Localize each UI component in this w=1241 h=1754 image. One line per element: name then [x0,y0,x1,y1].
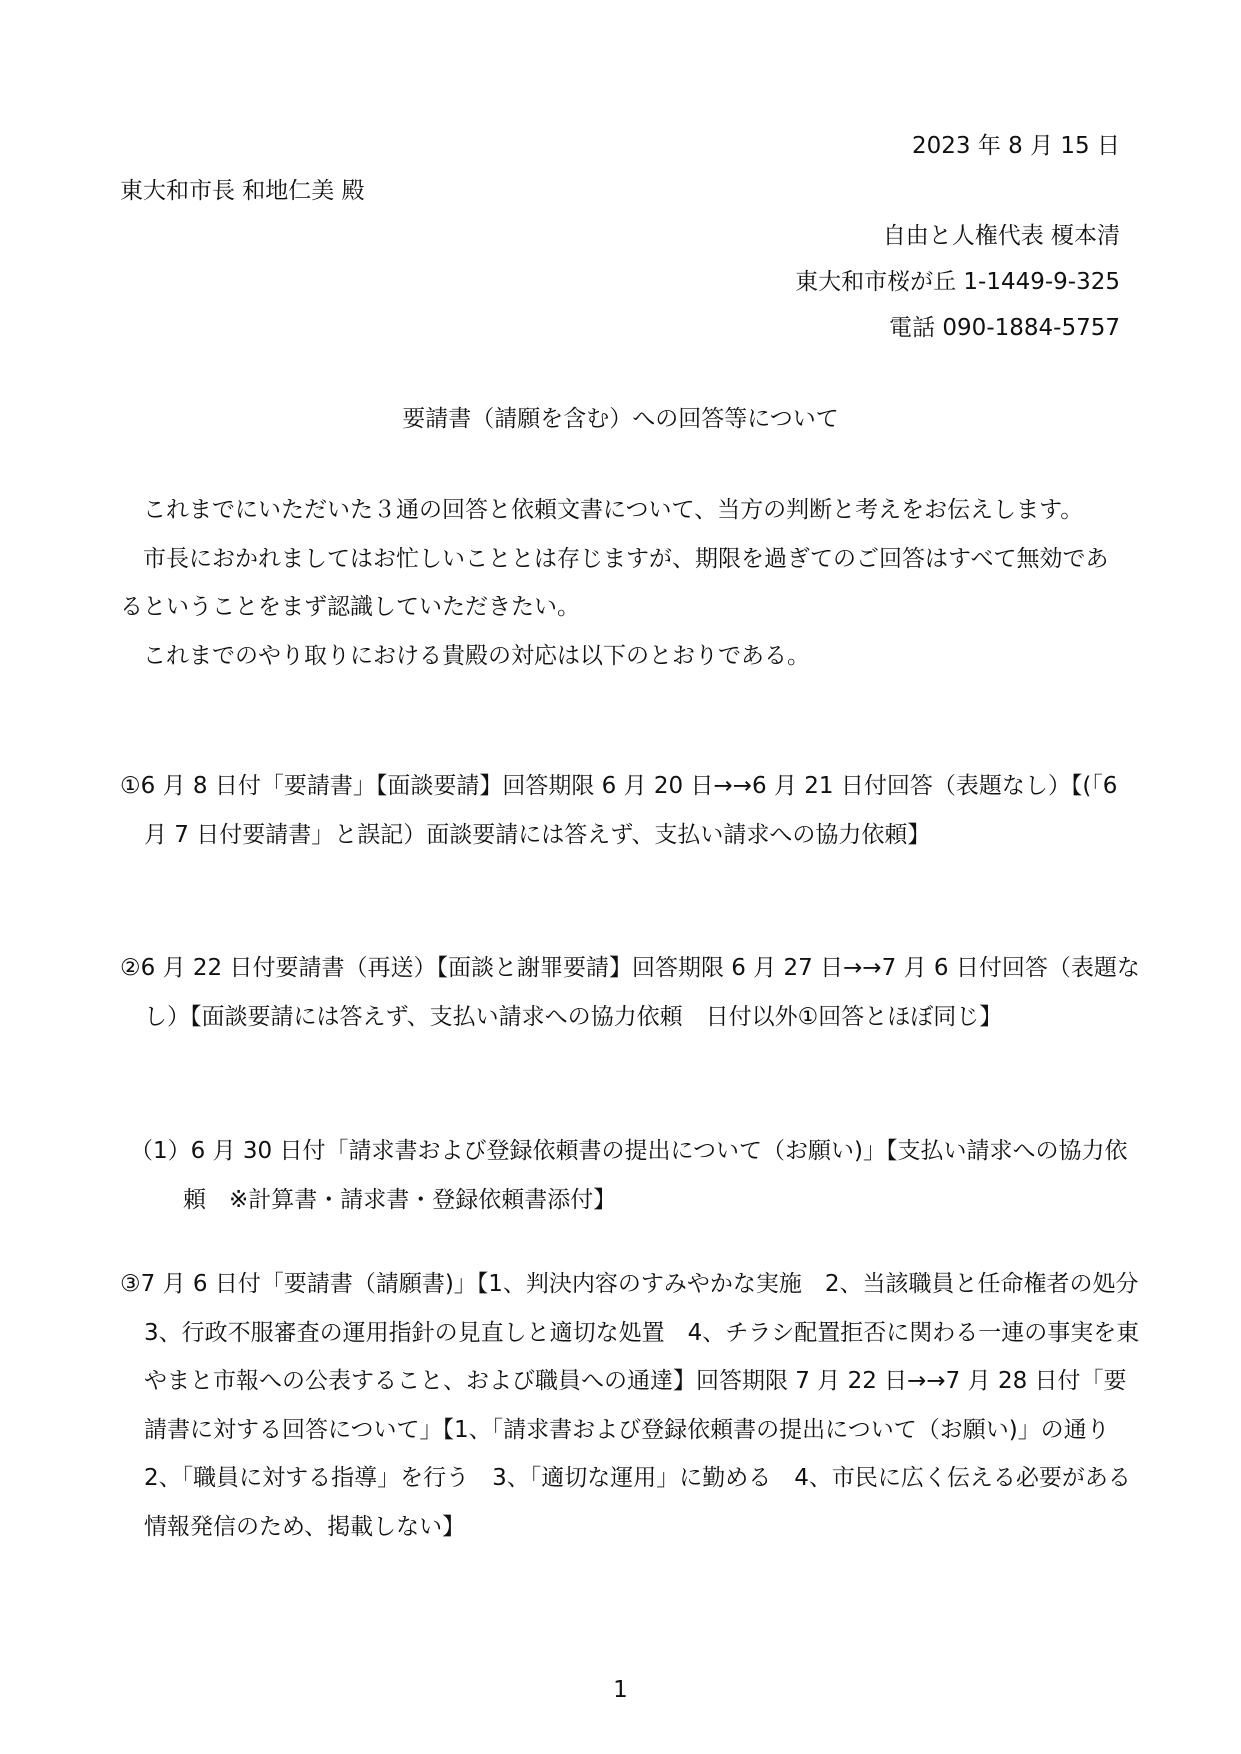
sender-address: 東大和市桜が丘 1-1449-9-325 [795,269,1120,295]
intro-paragraphs [120,486,1120,680]
intro-paragraph: これまでのやり取りにおける貴殿の対応は以下のとおりである。 [120,642,810,669]
page-number: 1 [613,1677,628,1703]
document-date: 2023 年 8 月 15 日 [912,133,1120,159]
list-item: ①6 月 8 日付「要請書」【面談要請】回答期限 6 月 20 日→→6 月 21 日付回答（表題なし）【(「6 月 7 日付要請書」と誤記）面談要請には答えず、支払い請求への協力依頼】 [120,773,1118,848]
intro-paragraph: これまでにいただいた３通の回答と依頼文書について、当方の判断と考えをお伝えします。 [120,497,1084,523]
intro-paragraph: 市長におかれましてはお忙しいこととは存じますが、期限を過ぎてのご回答はすべて無効であるということをまず認識していただきたい。 [120,545,1109,620]
sender-name: 自由と人権代表 榎本清 [882,223,1120,249]
list-item: ②6 月 22 日付要請書（再送）【面談と謝罪要請】回答期限 6 月 27 日→→7 月 6 日付回答（表題なし）【面談要請には答えず、支払い請求への協力依頼 日付以外①回答とほぼ同じ】 [120,955,1140,1030]
sender-phone: 電話 090-1884-5757 [889,315,1120,341]
recipient-line: 東大和市長 和地仁美 殿 [120,178,365,204]
document-title: 要請書（請願を含む）への回答等について [402,406,839,432]
list-sub-item: （1）6 月 30 日付「請求書および登録依頼書の提出について（お願い)」【支払い請求への協力依頼 ※計算書・請求書・登録依頼書添付】 [130,1138,1128,1213]
list-item: ③7 月 6 日付「要請書（請願書)」【1、判決内容のすみやかな実施 2、当該職員と任命権者の処分 3、行政不服審査の運用指針の見直しと適切な処置 4、チラシ配置拒否に関わる一連の事実を東やまと市報への公表すること、および職員への通達】回答期限 7 月 22 日→→7 月 28 日付「要請書に対する回答について」【1、「請求書および登録依頼書の提出について（お願い)」の通り 2、「職員に対する指導」を行う 3、「適切な運用」に勤める 4、市民に広く伝える必要がある情報発信のため、掲載しない】 [120,1271,1162,1540]
